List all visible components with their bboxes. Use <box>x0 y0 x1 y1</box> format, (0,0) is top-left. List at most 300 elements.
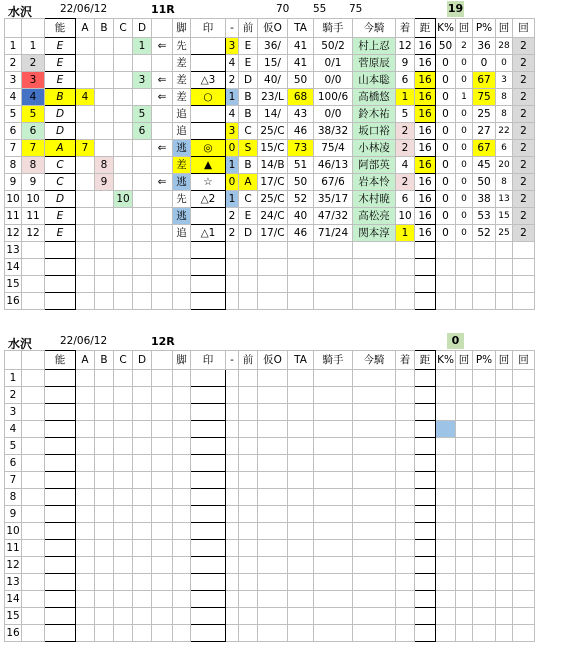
finish-cell[interactable]: 9 <box>396 55 415 72</box>
leg-style-cell[interactable] <box>173 404 191 421</box>
current-jockey-cell[interactable] <box>353 293 396 310</box>
ability-cell[interactable]: E <box>45 72 76 89</box>
jockey-stat-cell[interactable] <box>314 259 353 276</box>
leg-style-cell[interactable] <box>173 455 191 472</box>
k-pct-cell[interactable]: 0 <box>436 191 456 208</box>
row-num-cell[interactable]: 10 <box>5 523 22 540</box>
d-score-cell[interactable] <box>133 157 152 174</box>
arrow-cell[interactable] <box>152 225 173 242</box>
jockey-stat-cell[interactable] <box>314 523 353 540</box>
table-row[interactable] <box>5 489 535 506</box>
row-num[interactable]: 7 <box>5 140 22 157</box>
current-jockey-cell[interactable] <box>353 421 396 438</box>
waku-cell[interactable] <box>22 242 45 259</box>
p-pct-cell[interactable] <box>473 523 496 540</box>
front-cell[interactable] <box>239 455 258 472</box>
p-pct-cell[interactable] <box>473 370 496 387</box>
ta-cell[interactable] <box>288 506 314 523</box>
mark-cell[interactable] <box>191 293 226 310</box>
current-jockey-cell[interactable] <box>353 540 396 557</box>
leg-style-cell[interactable] <box>173 276 191 293</box>
p-pct-cell[interactable] <box>473 455 496 472</box>
front-cell[interactable] <box>239 608 258 625</box>
d-score-cell[interactable] <box>133 557 152 574</box>
b-score-cell[interactable] <box>95 72 114 89</box>
ability-cell[interactable] <box>45 276 76 293</box>
table-row[interactable] <box>5 242 535 259</box>
arrow-cell[interactable]: ⇐ <box>152 174 173 191</box>
p-pct-cell[interactable] <box>473 293 496 310</box>
row-num-cell[interactable]: 2 <box>5 387 22 404</box>
a-score-cell[interactable] <box>76 574 95 591</box>
front-cell[interactable] <box>239 540 258 557</box>
leg-style-cell[interactable]: 追 <box>173 225 191 242</box>
front-cell[interactable]: C <box>239 123 258 140</box>
table-row[interactable] <box>5 225 535 242</box>
distance-cell[interactable] <box>415 506 436 523</box>
k-count-cell[interactable] <box>456 293 473 310</box>
p-pct-cell[interactable]: 36 <box>473 38 496 55</box>
distance-cell[interactable] <box>415 259 436 276</box>
table-row[interactable] <box>5 174 535 191</box>
odds-rank-cell[interactable] <box>226 557 239 574</box>
table-row[interactable] <box>5 208 535 225</box>
last-count-cell[interactable]: 2 <box>513 208 535 225</box>
b-score-cell[interactable] <box>95 370 114 387</box>
waku-cell[interactable] <box>22 625 45 642</box>
temp-o-cell[interactable] <box>258 540 288 557</box>
arrow-cell[interactable] <box>152 608 173 625</box>
odds-rank-cell[interactable] <box>226 242 239 259</box>
finish-cell[interactable] <box>396 293 415 310</box>
b-score-cell[interactable] <box>95 191 114 208</box>
b-score-cell[interactable] <box>95 540 114 557</box>
last-count-cell[interactable] <box>513 523 535 540</box>
current-jockey-cell[interactable] <box>353 608 396 625</box>
front-cell[interactable] <box>239 293 258 310</box>
waku-cell[interactable] <box>22 259 45 276</box>
p-count-cell[interactable] <box>496 421 513 438</box>
k-count-cell[interactable] <box>456 608 473 625</box>
row-num-cell[interactable]: 8 <box>5 489 22 506</box>
finish-cell[interactable]: 1 <box>396 89 415 106</box>
b-score-cell[interactable] <box>95 591 114 608</box>
d-score-cell[interactable] <box>133 489 152 506</box>
current-jockey-cell[interactable] <box>353 455 396 472</box>
temp-o-cell[interactable] <box>258 506 288 523</box>
mark-cell[interactable] <box>191 489 226 506</box>
current-jockey-cell[interactable]: 菅原辰 <box>353 55 396 72</box>
c-score-cell[interactable]: 10 <box>114 191 133 208</box>
last-count-cell[interactable] <box>513 625 535 642</box>
distance-cell[interactable] <box>415 276 436 293</box>
front-cell[interactable] <box>239 574 258 591</box>
current-jockey-cell[interactable]: 高松亮 <box>353 208 396 225</box>
row-num-cell[interactable]: 16 <box>5 625 22 642</box>
finish-cell[interactable] <box>396 489 415 506</box>
k-count-cell[interactable] <box>456 421 473 438</box>
b-score-cell[interactable] <box>95 242 114 259</box>
p-pct-cell[interactable] <box>473 574 496 591</box>
table-row[interactable] <box>5 55 535 72</box>
ta-cell[interactable]: 46 <box>288 225 314 242</box>
p-count-cell[interactable] <box>496 259 513 276</box>
finish-cell[interactable]: 5 <box>396 106 415 123</box>
p-pct-cell[interactable]: 27 <box>473 123 496 140</box>
b-score-cell[interactable] <box>95 608 114 625</box>
mark-cell[interactable] <box>191 242 226 259</box>
ta-cell[interactable] <box>288 540 314 557</box>
row-num[interactable]: 2 <box>5 55 22 72</box>
front-cell[interactable] <box>239 242 258 259</box>
p-count-cell[interactable] <box>496 574 513 591</box>
d-score-cell[interactable] <box>133 208 152 225</box>
mark-cell[interactable] <box>191 404 226 421</box>
d-score-cell[interactable] <box>133 540 152 557</box>
jockey-stat-cell[interactable]: 100/6 <box>314 89 353 106</box>
jockey-stat-cell[interactable] <box>314 276 353 293</box>
leg-style-cell[interactable]: 差 <box>173 72 191 89</box>
current-jockey-cell[interactable] <box>353 259 396 276</box>
temp-o-cell[interactable] <box>258 259 288 276</box>
k-count-cell[interactable] <box>456 276 473 293</box>
front-cell[interactable]: E <box>239 38 258 55</box>
jockey-stat-cell[interactable]: 35/17 <box>314 191 353 208</box>
jockey-stat-cell[interactable] <box>314 557 353 574</box>
finish-cell[interactable] <box>396 591 415 608</box>
d-score-cell[interactable] <box>133 574 152 591</box>
p-count-cell[interactable] <box>496 625 513 642</box>
a-score-cell[interactable] <box>76 404 95 421</box>
current-jockey-cell[interactable] <box>353 574 396 591</box>
distance-cell[interactable]: 16 <box>415 140 436 157</box>
table-row[interactable] <box>5 123 535 140</box>
k-pct-cell[interactable] <box>436 242 456 259</box>
a-score-cell[interactable] <box>76 625 95 642</box>
last-count-cell[interactable] <box>513 293 535 310</box>
d-score-cell[interactable] <box>133 242 152 259</box>
mark-cell[interactable]: ◎ <box>191 140 226 157</box>
b-score-cell[interactable] <box>95 557 114 574</box>
leg-style-cell[interactable]: 差 <box>173 89 191 106</box>
row-num[interactable]: 4 <box>5 89 22 106</box>
p-pct-cell[interactable] <box>473 557 496 574</box>
odds-rank-cell[interactable] <box>226 472 239 489</box>
ability-cell[interactable]: B <box>45 89 76 106</box>
p-count-cell[interactable] <box>496 242 513 259</box>
jockey-stat-cell[interactable] <box>314 455 353 472</box>
distance-cell[interactable]: 16 <box>415 174 436 191</box>
finish-cell[interactable] <box>396 506 415 523</box>
finish-cell[interactable] <box>396 276 415 293</box>
b-score-cell[interactable] <box>95 38 114 55</box>
last-count-cell[interactable] <box>513 540 535 557</box>
temp-o-cell[interactable] <box>258 438 288 455</box>
ta-cell[interactable] <box>288 574 314 591</box>
k-count-cell[interactable] <box>456 591 473 608</box>
k-pct-cell[interactable] <box>436 438 456 455</box>
c-score-cell[interactable] <box>114 591 133 608</box>
a-score-cell[interactable] <box>76 123 95 140</box>
d-score-cell[interactable] <box>133 625 152 642</box>
ability-cell[interactable] <box>45 472 76 489</box>
odds-rank-cell[interactable] <box>226 421 239 438</box>
a-score-cell[interactable] <box>76 455 95 472</box>
ta-cell[interactable] <box>288 404 314 421</box>
front-cell[interactable] <box>239 472 258 489</box>
arrow-cell[interactable] <box>152 55 173 72</box>
leg-style-cell[interactable]: 逃 <box>173 140 191 157</box>
c-score-cell[interactable] <box>114 276 133 293</box>
ability-cell[interactable] <box>45 387 76 404</box>
current-jockey-cell[interactable] <box>353 523 396 540</box>
p-pct-cell[interactable] <box>473 259 496 276</box>
ta-cell[interactable] <box>288 608 314 625</box>
a-score-cell[interactable] <box>76 489 95 506</box>
p-count-cell[interactable] <box>496 472 513 489</box>
p-count-cell[interactable]: 6 <box>496 140 513 157</box>
c-score-cell[interactable] <box>114 174 133 191</box>
ta-cell[interactable]: 50 <box>288 72 314 89</box>
p-pct-cell[interactable] <box>473 387 496 404</box>
b-score-cell[interactable] <box>95 404 114 421</box>
ability-cell[interactable] <box>45 293 76 310</box>
distance-cell[interactable] <box>415 625 436 642</box>
b-score-cell[interactable] <box>95 506 114 523</box>
current-jockey-cell[interactable]: 関本淳 <box>353 225 396 242</box>
waku-cell[interactable]: 11 <box>22 208 45 225</box>
k-pct-cell[interactable] <box>436 293 456 310</box>
finish-cell[interactable]: 1 <box>396 225 415 242</box>
odds-rank-cell[interactable] <box>226 259 239 276</box>
odds-rank-cell[interactable] <box>226 455 239 472</box>
jockey-stat-cell[interactable]: 0/0 <box>314 106 353 123</box>
d-score-cell[interactable] <box>133 387 152 404</box>
row-num-cell[interactable]: 6 <box>5 455 22 472</box>
distance-cell[interactable]: 16 <box>415 191 436 208</box>
temp-o-cell[interactable]: 24/C <box>258 208 288 225</box>
mark-cell[interactable]: ○ <box>191 89 226 106</box>
p-count-cell[interactable]: 0 <box>496 55 513 72</box>
mark-cell[interactable] <box>191 123 226 140</box>
b-score-cell[interactable] <box>95 472 114 489</box>
a-score-cell[interactable] <box>76 259 95 276</box>
d-score-cell[interactable] <box>133 472 152 489</box>
table-row[interactable] <box>5 523 535 540</box>
mark-cell[interactable] <box>191 506 226 523</box>
arrow-cell[interactable] <box>152 276 173 293</box>
p-pct-cell[interactable]: 67 <box>473 72 496 89</box>
last-count-cell[interactable] <box>513 438 535 455</box>
table-row[interactable] <box>5 404 535 421</box>
p-pct-cell[interactable]: 25 <box>473 106 496 123</box>
jockey-stat-cell[interactable]: 71/24 <box>314 225 353 242</box>
arrow-cell[interactable] <box>152 489 173 506</box>
finish-cell[interactable] <box>396 472 415 489</box>
temp-o-cell[interactable] <box>258 404 288 421</box>
p-count-cell[interactable] <box>496 506 513 523</box>
table-row[interactable] <box>5 89 535 106</box>
a-score-cell[interactable] <box>76 540 95 557</box>
odds-rank-cell[interactable] <box>226 625 239 642</box>
finish-cell[interactable] <box>396 557 415 574</box>
last-count-cell[interactable] <box>513 387 535 404</box>
last-count-cell[interactable] <box>513 259 535 276</box>
odds-rank-cell[interactable]: 1 <box>226 157 239 174</box>
waku-cell[interactable]: 3 <box>22 72 45 89</box>
c-score-cell[interactable] <box>114 106 133 123</box>
leg-style-cell[interactable] <box>173 523 191 540</box>
c-score-cell[interactable] <box>114 438 133 455</box>
temp-o-cell[interactable] <box>258 591 288 608</box>
ta-cell[interactable]: 41 <box>288 55 314 72</box>
temp-o-cell[interactable] <box>258 557 288 574</box>
k-count-cell[interactable] <box>456 523 473 540</box>
arrow-cell[interactable] <box>152 404 173 421</box>
distance-cell[interactable] <box>415 591 436 608</box>
current-jockey-cell[interactable]: 山本聡 <box>353 72 396 89</box>
table-row[interactable] <box>5 557 535 574</box>
k-pct-cell[interactable] <box>436 574 456 591</box>
ta-cell[interactable] <box>288 557 314 574</box>
arrow-cell[interactable] <box>152 557 173 574</box>
leg-style-cell[interactable] <box>173 506 191 523</box>
b-score-cell[interactable] <box>95 421 114 438</box>
ta-cell[interactable]: 52 <box>288 191 314 208</box>
row-num-cell[interactable]: 12 <box>5 557 22 574</box>
ta-cell[interactable] <box>288 472 314 489</box>
front-cell[interactable] <box>239 591 258 608</box>
last-count-cell[interactable] <box>513 276 535 293</box>
c-score-cell[interactable] <box>114 455 133 472</box>
ta-cell[interactable]: 68 <box>288 89 314 106</box>
a-score-cell[interactable] <box>76 506 95 523</box>
table-row[interactable] <box>5 625 535 642</box>
leg-style-cell[interactable] <box>173 472 191 489</box>
leg-style-cell[interactable] <box>173 574 191 591</box>
jockey-stat-cell[interactable] <box>314 438 353 455</box>
d-score-cell[interactable]: 1 <box>133 38 152 55</box>
distance-cell[interactable]: 16 <box>415 89 436 106</box>
a-score-cell[interactable] <box>76 242 95 259</box>
front-cell[interactable]: B <box>239 106 258 123</box>
odds-rank-cell[interactable] <box>226 608 239 625</box>
front-cell[interactable] <box>239 506 258 523</box>
temp-o-cell[interactable] <box>258 455 288 472</box>
p-count-cell[interactable] <box>496 455 513 472</box>
finish-cell[interactable]: 6 <box>396 72 415 89</box>
p-pct-cell[interactable]: 0 <box>473 55 496 72</box>
a-score-cell[interactable] <box>76 421 95 438</box>
k-pct-cell[interactable] <box>436 591 456 608</box>
a-score-cell[interactable] <box>76 523 95 540</box>
leg-style-cell[interactable]: 差 <box>173 55 191 72</box>
row-num[interactable]: 1 <box>5 38 22 55</box>
row-num[interactable]: 3 <box>5 72 22 89</box>
odds-rank-cell[interactable] <box>226 404 239 421</box>
k-pct-cell[interactable]: 0 <box>436 225 456 242</box>
last-count-cell[interactable] <box>513 404 535 421</box>
leg-style-cell[interactable] <box>173 608 191 625</box>
c-score-cell[interactable] <box>114 225 133 242</box>
ta-cell[interactable] <box>288 387 314 404</box>
ability-cell[interactable]: E <box>45 208 76 225</box>
mark-cell[interactable] <box>191 38 226 55</box>
p-pct-cell[interactable] <box>473 608 496 625</box>
odds-rank-cell[interactable]: 0 <box>226 140 239 157</box>
ta-cell[interactable] <box>288 259 314 276</box>
ability-cell[interactable] <box>45 506 76 523</box>
k-count-cell[interactable]: 0 <box>456 157 473 174</box>
a-score-cell[interactable]: 7 <box>76 140 95 157</box>
front-cell[interactable] <box>239 523 258 540</box>
p-count-cell[interactable]: 28 <box>496 38 513 55</box>
p-count-cell[interactable] <box>496 489 513 506</box>
current-jockey-cell[interactable] <box>353 489 396 506</box>
odds-rank-cell[interactable] <box>226 387 239 404</box>
arrow-cell[interactable] <box>152 540 173 557</box>
ability-cell[interactable] <box>45 574 76 591</box>
arrow-cell[interactable] <box>152 438 173 455</box>
distance-cell[interactable]: 16 <box>415 55 436 72</box>
current-jockey-cell[interactable] <box>353 591 396 608</box>
b-score-cell[interactable] <box>95 276 114 293</box>
leg-style-cell[interactable]: 逃 <box>173 208 191 225</box>
finish-cell[interactable] <box>396 625 415 642</box>
row-num[interactable]: 5 <box>5 106 22 123</box>
current-jockey-cell[interactable]: 木村暁 <box>353 191 396 208</box>
waku-cell[interactable] <box>22 370 45 387</box>
waku-cell[interactable] <box>22 591 45 608</box>
mark-cell[interactable] <box>191 55 226 72</box>
p-pct-cell[interactable]: 75 <box>473 89 496 106</box>
ta-cell[interactable] <box>288 293 314 310</box>
p-count-cell[interactable] <box>496 293 513 310</box>
arrow-cell[interactable]: ⇐ <box>152 72 173 89</box>
row-num[interactable]: 9 <box>5 174 22 191</box>
jockey-stat-cell[interactable] <box>314 293 353 310</box>
waku-cell[interactable]: 1 <box>22 38 45 55</box>
b-score-cell[interactable] <box>95 89 114 106</box>
odds-rank-cell[interactable] <box>226 370 239 387</box>
front-cell[interactable]: A <box>239 174 258 191</box>
leg-style-cell[interactable] <box>173 259 191 276</box>
front-cell[interactable]: D <box>239 72 258 89</box>
row-num-cell[interactable]: 3 <box>5 404 22 421</box>
finish-cell[interactable] <box>396 523 415 540</box>
k-pct-cell[interactable] <box>436 625 456 642</box>
b-score-cell[interactable] <box>95 106 114 123</box>
distance-cell[interactable] <box>415 523 436 540</box>
temp-o-cell[interactable] <box>258 276 288 293</box>
jockey-stat-cell[interactable]: 46/13 <box>314 157 353 174</box>
jockey-stat-cell[interactable]: 0/0 <box>314 72 353 89</box>
waku-cell[interactable] <box>22 293 45 310</box>
waku-cell[interactable]: 2 <box>22 55 45 72</box>
table-row[interactable] <box>5 370 535 387</box>
last-count-cell[interactable]: 2 <box>513 174 535 191</box>
mark-cell[interactable] <box>191 106 226 123</box>
last-count-cell[interactable] <box>513 472 535 489</box>
row-num-cell[interactable]: 16 <box>5 293 22 310</box>
p-count-cell[interactable]: 8 <box>496 89 513 106</box>
odds-rank-cell[interactable]: 1 <box>226 89 239 106</box>
odds-rank-cell[interactable]: 4 <box>226 55 239 72</box>
k-pct-cell[interactable] <box>436 472 456 489</box>
ta-cell[interactable] <box>288 523 314 540</box>
current-jockey-cell[interactable] <box>353 506 396 523</box>
ability-cell[interactable]: D <box>45 106 76 123</box>
